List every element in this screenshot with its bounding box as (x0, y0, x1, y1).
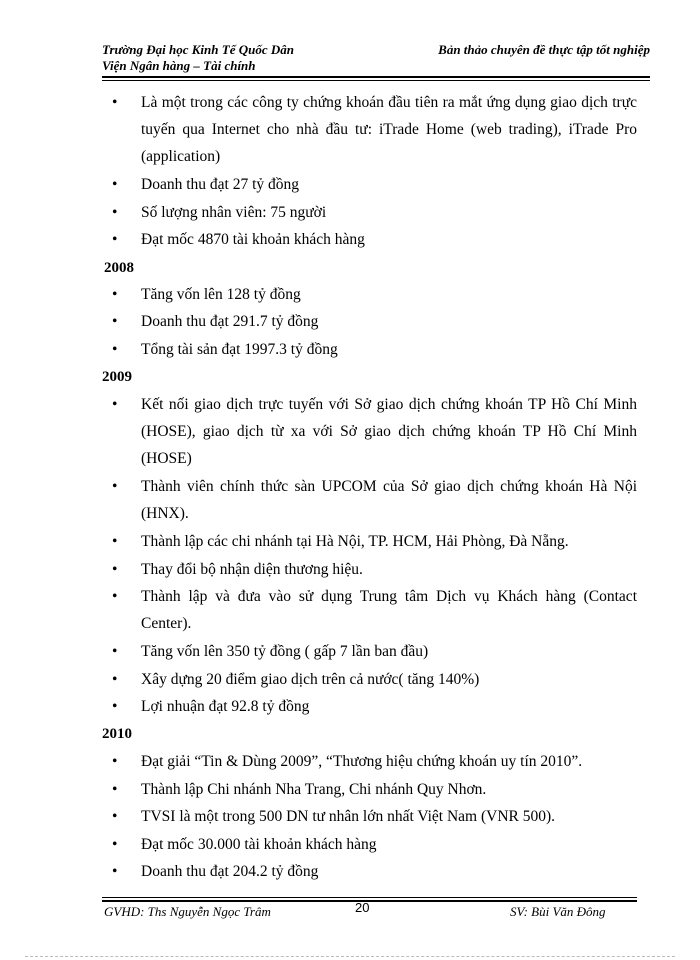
list-item (112, 199, 637, 226)
bullet-icon: • (112, 396, 118, 413)
list-item (112, 528, 637, 555)
bullet-icon: • (112, 478, 118, 495)
bullet-icon: • (112, 313, 118, 330)
bullet-icon: • (112, 533, 118, 550)
list-item-text: Xây dựng 20 điểm giao dịch trên cả nước( tăng 140%) (141, 671, 480, 688)
bullet-icon: • (112, 808, 118, 825)
bullet-icon: • (112, 753, 118, 770)
list-item-text: Đạt mốc 4870 tài khoản khách hàng (141, 231, 365, 248)
list-item (112, 858, 637, 885)
bullet-icon: • (112, 781, 118, 798)
list-item (112, 171, 637, 198)
list-item (112, 226, 637, 253)
bullet-icon: • (112, 643, 118, 660)
list-item (112, 831, 637, 858)
list-item-text: Thay đổi bộ nhận diện thương hiệu. (141, 561, 363, 578)
list-item-text: Doanh thu đạt 204.2 tỷ đồng (141, 863, 319, 880)
page-boundary-divider (25, 956, 675, 957)
list-item (112, 776, 637, 803)
header-institute: Viện Ngân hàng – Tài chính (102, 58, 256, 73)
year-heading-2009: 2009 (102, 369, 132, 385)
list-item (112, 666, 637, 693)
list-item-text: Tăng vốn lên 128 tỷ đồng (141, 286, 301, 303)
year-heading-2008: 2008 (104, 260, 134, 276)
bullet-icon: • (112, 588, 118, 605)
header-university: Trường Đại học Kinh Tế Quốc Dân (102, 42, 294, 57)
bullet-icon: • (112, 176, 118, 193)
list-item-text: TVSI là một trong 500 DN tư nhân lớn nhất Việt Nam (VNR 500). (141, 808, 556, 825)
bullet-icon: • (112, 671, 118, 688)
list-item-text: Là một trong các công ty chứng khoán đầu tiên ra mắt ứng dụng giao dịch trực tuyến qua Internet cho nhà đầu tư: iTrade Home (web trading), iTrade Pro (application) (141, 94, 637, 165)
page-header (102, 42, 650, 74)
list-item-text: Đạt giải “Tin & Dùng 2009”, “Thương hiệu chứng khoán uy tín 2010”. (141, 753, 583, 770)
bullet-icon: • (112, 94, 118, 111)
list-item-text: Lợi nhuận đạt 92.8 tỷ đồng (141, 698, 310, 715)
list-item (112, 391, 637, 472)
list-item (112, 336, 637, 363)
header-rule-thick (102, 76, 650, 78)
list-item (112, 473, 637, 527)
list-item (112, 89, 637, 170)
bullet-icon: • (112, 286, 118, 303)
list-item-text: Doanh thu đạt 27 tỷ đồng (141, 176, 299, 193)
list-item-text: Kết nối giao dịch trực tuyến với Sở giao dịch chứng khoán TP Hồ Chí Minh (HOSE), giao dịch từ xa với Sở giao dịch chứng khoán TP Hồ Chí Minh (HOSE) (141, 396, 637, 467)
footer-student: SV: Bùi Văn Đông (510, 904, 606, 919)
header-document-title: Bản thảo chuyên đề thực tập tốt nghiệp (438, 42, 650, 57)
bullet-icon: • (112, 836, 118, 853)
list-item (112, 748, 637, 775)
list-item-text: Số lượng nhân viên: 75 người (141, 204, 327, 221)
list-item-text: Thành viên chính thức sàn UPCOM của Sở giao dịch chứng khoán Hà Nội (HNX). (141, 478, 637, 522)
list-item-text: Thành lập các chi nhánh tại Hà Nội, TP. HCM, Hải Phòng, Đà Nẵng. (141, 533, 569, 550)
bullet-icon: • (112, 698, 118, 715)
bullet-icon: • (112, 204, 118, 221)
list-item (112, 803, 637, 830)
list-item-text: Thành lập và đưa vào sử dụng Trung tâm Dịch vụ Khách hàng (Contact Center). (141, 588, 637, 632)
year-heading-2010: 2010 (102, 726, 132, 742)
header-rule-thin (102, 80, 650, 81)
list-item-text: Doanh thu đạt 291.7 tỷ đồng (141, 313, 319, 330)
list-item-text: Đạt mốc 30.000 tài khoản khách hàng (141, 836, 377, 853)
list-item-text: Tổng tài sản đạt 1997.3 tỷ đồng (141, 341, 338, 358)
list-item (112, 281, 637, 308)
list-item-text: Thành lập Chi nhánh Nha Trang, Chi nhánh Quy Nhơn. (141, 781, 487, 798)
footer-rule-thin (102, 897, 637, 898)
list-item (112, 693, 637, 720)
list-item (112, 308, 637, 335)
list-item (112, 638, 637, 665)
list-item (112, 556, 637, 583)
list-item (112, 583, 637, 637)
bullet-icon: • (112, 231, 118, 248)
page-number: 20 (355, 900, 370, 915)
footer-supervisor: GVHD: Ths Nguyễn Ngọc Trâm (104, 904, 271, 919)
footer-rule-thick (102, 900, 637, 902)
bullet-icon: • (112, 863, 118, 880)
bullet-icon: • (112, 561, 118, 578)
bullet-icon: • (112, 341, 118, 358)
list-item-text: Tăng vốn lên 350 tỷ đồng ( gấp 7 lần ban đầu) (141, 643, 429, 660)
